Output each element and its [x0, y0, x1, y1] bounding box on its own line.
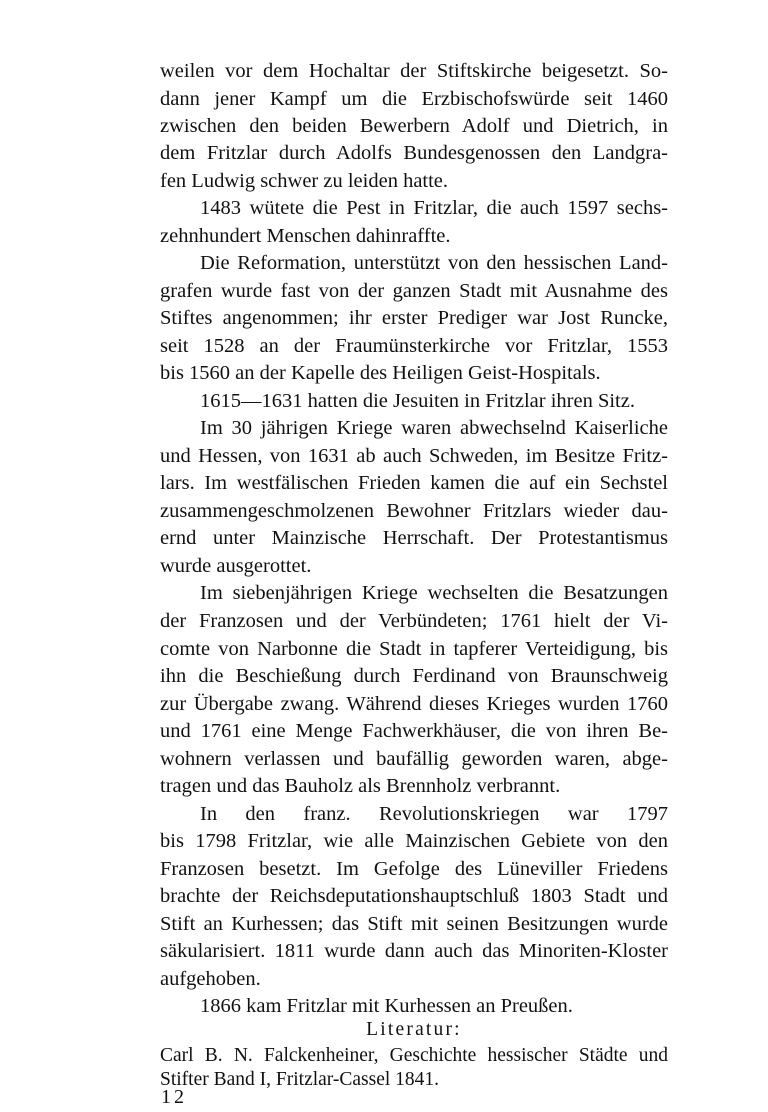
text-line: brachte der Reichsdeputationshauptschluß 1803 Stadt und	[160, 885, 668, 907]
text-line: ernd unter Mainzische Herrschaft. Der Protestantismus	[160, 527, 668, 549]
text-line: grafen wurde fast von der ganzen Stadt mit Ausnahme des	[160, 280, 668, 302]
text-line: wurde ausgerottet.	[160, 555, 312, 577]
text-line: Stiftes angenommen; ihr erster Prediger war Jost Runcke,	[160, 307, 668, 329]
text-line: fen Ludwig schwer zu leiden hatte.	[160, 170, 449, 192]
text-line: bis 1798 Fritzlar, wie alle Mainzischen Gebiete von den	[160, 830, 668, 852]
literature-heading: Literatur:	[366, 1019, 462, 1040]
text-line: Die Reformation, unterstützt von den hessischen Land-	[200, 252, 668, 274]
text-line: weilen vor dem Hochaltar der Stiftskirche beigesetzt. So-	[160, 60, 668, 82]
text-line: Im siebenjährigen Kriege wechselten die Besatzungen	[200, 582, 668, 604]
text-line: Franzosen besetzt. Im Gefolge des Lüneviller Friedens	[160, 858, 668, 880]
text-line: und 1761 eine Menge Fachwerkhäuser, die von ihren Be-	[160, 720, 668, 742]
text-line: dann jener Kampf um die Erzbischofswürde seit 1460	[160, 88, 668, 110]
text-line: bis 1560 an der Kapelle des Heiligen Geist-Hospitals.	[160, 362, 601, 384]
text-line: 1866 kam Fritzlar mit Kurhessen an Preußen.	[200, 995, 573, 1017]
text-line: zusammengeschmolzenen Bewohner Fritzlars wieder dau-	[160, 500, 668, 522]
literature-entry-line: Carl B. N. Falckenheiner, Geschichte hessischer Städte und	[160, 1045, 668, 1066]
text-line: zehnhundert Menschen dahinraffte.	[160, 225, 451, 247]
text-line: comte von Narbonne die Stadt in tapferer Verteidigung, bis	[160, 638, 668, 660]
text-line: seit 1528 an der Fraumünsterkirche vor Fritzlar, 1553	[160, 335, 668, 357]
text-line: und Hessen, von 1631 ab auch Schweden, im Besitze Fritz-	[160, 445, 668, 467]
text-line: wohnern verlassen und baufällig geworden waren, abge-	[160, 748, 668, 770]
text-line: ihn die Beschießung durch Ferdinand von Braunschweig	[160, 665, 668, 687]
text-line: der Franzosen und der Verbündeten; 1761 hielt der Vi-	[160, 610, 668, 632]
text-line: säkularisiert. 1811 wurde dann auch das Minoriten-Kloster	[160, 940, 668, 962]
text-line: zur Übergabe zwang. Während dieses Krieges wurden 1760	[160, 693, 668, 715]
text-line: Stift an Kurhessen; das Stift mit seinen Besitzungen wurde	[160, 913, 668, 935]
text-line: 1483 wütete die Pest in Fritzlar, die auch 1597 sechs-	[200, 197, 668, 219]
text-line: lars. Im westfälischen Frieden kamen die auf ein Sechstel	[160, 472, 668, 494]
text-line: zwischen den beiden Bewerbern Adolf und Dietrich, in	[160, 115, 668, 137]
text-line: Im 30 jährigen Kriege waren abwechselnd Kaiserliche	[200, 417, 668, 439]
text-line: tragen und das Bauholz als Brennholz verbrannt.	[160, 775, 561, 797]
text-line: aufgehoben.	[160, 968, 261, 990]
text-line: 1615—1631 hatten die Jesuiten in Fritzlar ihren Sitz.	[200, 390, 635, 412]
text-line: In den franz. Revolutionskriegen war 1797	[200, 803, 668, 825]
text-line: dem Fritzlar durch Adolfs Bundesgenossen den Landgra-	[160, 142, 668, 164]
page-number: 12	[161, 1086, 187, 1108]
literature-entry-line: Stifter Band I, Fritzlar-Cassel 1841.	[160, 1069, 440, 1090]
